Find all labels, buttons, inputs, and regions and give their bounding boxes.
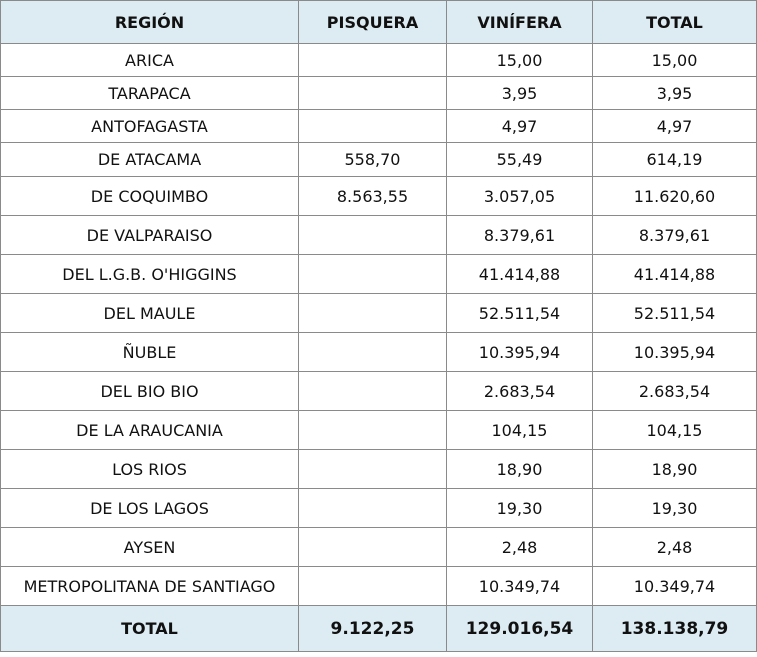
cell-pisquera [299, 567, 447, 606]
cell-total: 2.683,54 [593, 372, 757, 411]
cell-pisquera [299, 333, 447, 372]
cell-total: 19,30 [593, 489, 757, 528]
cell-total: 10.395,94 [593, 333, 757, 372]
table-row [1, 177, 757, 216]
cell-region: METROPOLITANA DE SANTIAGO [1, 567, 299, 606]
table-row [1, 143, 757, 177]
footer-vinifera: 129.016,54 [447, 606, 593, 652]
cell-region: ANTOFAGASTA [1, 110, 299, 143]
cell-pisquera [299, 216, 447, 255]
cell-total: 18,90 [593, 450, 757, 489]
cell-region: DE LA ARAUCANIA [1, 411, 299, 450]
cell-vinifera: 4,97 [447, 110, 593, 143]
header-pisquera: PISQUERA [299, 1, 447, 44]
cell-region: DE VALPARAISO [1, 216, 299, 255]
cell-total: 10.349,74 [593, 567, 757, 606]
cell-vinifera: 18,90 [447, 450, 593, 489]
cell-total: 4,97 [593, 110, 757, 143]
cell-pisquera [299, 528, 447, 567]
footer-pisquera: 9.122,25 [299, 606, 447, 652]
cell-total: 8.379,61 [593, 216, 757, 255]
cell-pisquera [299, 110, 447, 143]
cell-total: 41.414,88 [593, 255, 757, 294]
table-row [1, 44, 757, 77]
cell-total: 11.620,60 [593, 177, 757, 216]
cell-vinifera: 52.511,54 [447, 294, 593, 333]
total-row [1, 606, 757, 652]
cell-vinifera: 8.379,61 [447, 216, 593, 255]
cell-total: 104,15 [593, 411, 757, 450]
cell-pisquera [299, 372, 447, 411]
table-row [1, 372, 757, 411]
cell-vinifera: 2,48 [447, 528, 593, 567]
cell-region: TARAPACA [1, 77, 299, 110]
header-vinifera: VINÍFERA [447, 1, 593, 44]
table-row [1, 528, 757, 567]
header-total: TOTAL [593, 1, 757, 44]
cell-region: ARICA [1, 44, 299, 77]
table-body [1, 44, 757, 606]
table-row [1, 450, 757, 489]
cell-pisquera: 558,70 [299, 143, 447, 177]
cell-total: 15,00 [593, 44, 757, 77]
cell-total: 3,95 [593, 77, 757, 110]
cell-pisquera: 8.563,55 [299, 177, 447, 216]
cell-region: DEL MAULE [1, 294, 299, 333]
cell-total: 52.511,54 [593, 294, 757, 333]
table-row [1, 411, 757, 450]
footer-total: 138.138,79 [593, 606, 757, 652]
table-header [1, 1, 757, 44]
table-row [1, 567, 757, 606]
cell-pisquera [299, 411, 447, 450]
table-row [1, 255, 757, 294]
cell-vinifera: 10.349,74 [447, 567, 593, 606]
cell-region: DEL BIO BIO [1, 372, 299, 411]
cell-vinifera: 10.395,94 [447, 333, 593, 372]
table-row [1, 489, 757, 528]
cell-vinifera: 2.683,54 [447, 372, 593, 411]
table-row [1, 110, 757, 143]
cell-vinifera: 41.414,88 [447, 255, 593, 294]
footer-label: TOTAL [1, 606, 299, 652]
header-region: REGIÓN [1, 1, 299, 44]
cell-pisquera [299, 450, 447, 489]
cell-total: 614,19 [593, 143, 757, 177]
header-row [1, 1, 757, 44]
cell-total: 2,48 [593, 528, 757, 567]
table-row [1, 294, 757, 333]
cell-region: DE COQUIMBO [1, 177, 299, 216]
cell-vinifera: 104,15 [447, 411, 593, 450]
cell-vinifera: 3.057,05 [447, 177, 593, 216]
table-footer [1, 606, 757, 652]
cell-vinifera: 3,95 [447, 77, 593, 110]
cell-region: DEL L.G.B. O'HIGGINS [1, 255, 299, 294]
table-row [1, 333, 757, 372]
cell-region: DE ATACAMA [1, 143, 299, 177]
cell-region: ÑUBLE [1, 333, 299, 372]
cell-region: DE LOS LAGOS [1, 489, 299, 528]
cell-vinifera: 19,30 [447, 489, 593, 528]
cell-pisquera [299, 44, 447, 77]
cell-region: AYSEN [1, 528, 299, 567]
table-row [1, 77, 757, 110]
cell-region: LOS RIOS [1, 450, 299, 489]
cell-pisquera [299, 255, 447, 294]
cell-vinifera: 15,00 [447, 44, 593, 77]
cell-vinifera: 55,49 [447, 143, 593, 177]
table-row [1, 216, 757, 255]
cell-pisquera [299, 77, 447, 110]
cell-pisquera [299, 489, 447, 528]
cell-pisquera [299, 294, 447, 333]
